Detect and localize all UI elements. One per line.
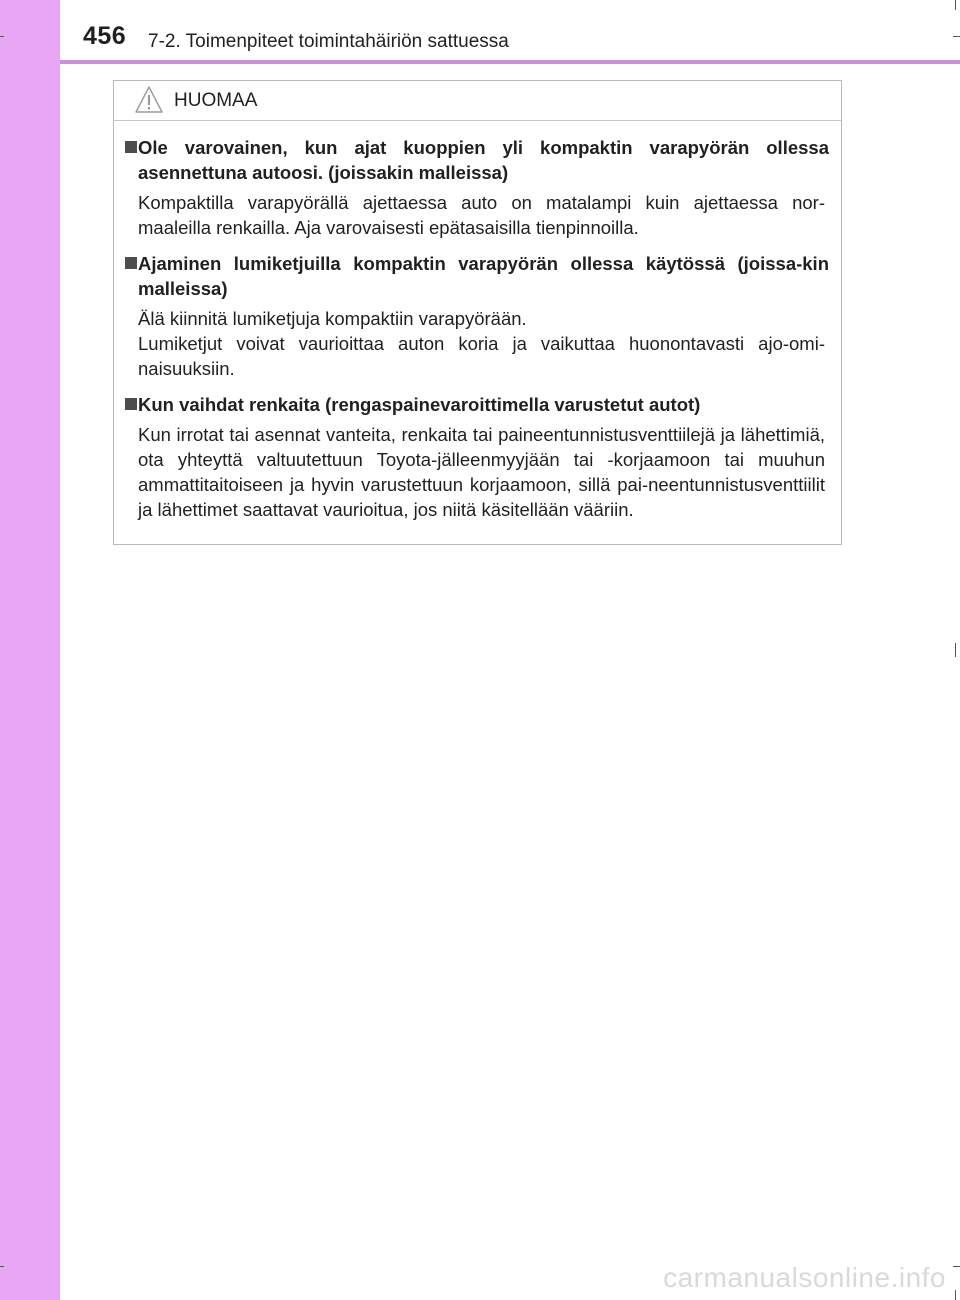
crop-mark	[0, 36, 4, 37]
item-heading	[114, 251, 841, 301]
crop-mark	[955, 1290, 956, 1300]
crop-mark	[0, 1266, 4, 1267]
item-paragraph: Lumiketjut voivat vaurioittaa auton koria ja vaikuttaa huonontavasti ajo-omi-naisuuksiin.	[138, 333, 825, 379]
chapter-side-tab	[0, 0, 60, 1300]
crop-mark	[955, 0, 956, 10]
crop-mark	[953, 1266, 960, 1267]
notice-item	[114, 251, 841, 381]
notice-body	[114, 135, 841, 533]
notice-header	[114, 81, 841, 121]
square-bullet-icon	[125, 141, 137, 153]
notice-item	[114, 392, 841, 522]
square-bullet-icon	[125, 257, 137, 269]
item-heading-text: Ole varovainen, kun ajat kuoppien yli kompaktin varapyörän ollessa asennettuna autoosi. (joissakin malleissa)	[138, 137, 829, 183]
square-bullet-icon	[125, 398, 137, 410]
item-heading	[114, 135, 841, 185]
crop-mark	[955, 643, 956, 657]
item-body	[114, 422, 841, 522]
notice-title: HUOMAA	[174, 90, 258, 111]
item-body	[114, 190, 841, 240]
section-title: 7-2. Toimenpiteet toimintahäiriön sattuessa	[148, 31, 509, 52]
item-paragraph: Älä kiinnitä lumiketjuja kompaktiin varapyörään.	[138, 308, 527, 329]
header-rule	[60, 60, 960, 64]
notice-item	[114, 135, 841, 240]
item-heading-text: Kun vaihdat renkaita (rengaspainevaroittimella varustetut autot)	[138, 394, 701, 415]
page-number: 456	[83, 22, 127, 50]
item-heading	[114, 392, 841, 417]
warning-triangle-icon	[134, 85, 164, 115]
notice-box	[113, 80, 842, 545]
item-paragraph: Kompaktilla varapyörällä ajettaessa auto on matalampi kuin ajettaessa nor-maaleilla renkailla. Aja varovaisesti epätasaisilla tienpinnoilla.	[138, 192, 825, 238]
item-body	[114, 306, 841, 381]
item-heading-text: Ajaminen lumiketjuilla kompaktin varapyörän ollessa käytössä (joissa-kin malleissa)	[138, 253, 829, 299]
watermark: carmanualsonline.info	[663, 1262, 946, 1293]
item-paragraph: Kun irrotat tai asennat vanteita, renkaita tai paineentunnistusventtiilejä ja lähettimiä, ota yhteyttä valtuutettuun Toyota-jälleenmyyjään tai -korjaamoon tai muuhun ammattitaitoiseen ja hyvin varustettuun korjaamoon, sillä pai-neentunnistusventtiilit ja lähettimet saattavat vaurioitua, jos niitä käsitellään vääriin.	[138, 424, 825, 520]
crop-mark	[953, 36, 960, 37]
